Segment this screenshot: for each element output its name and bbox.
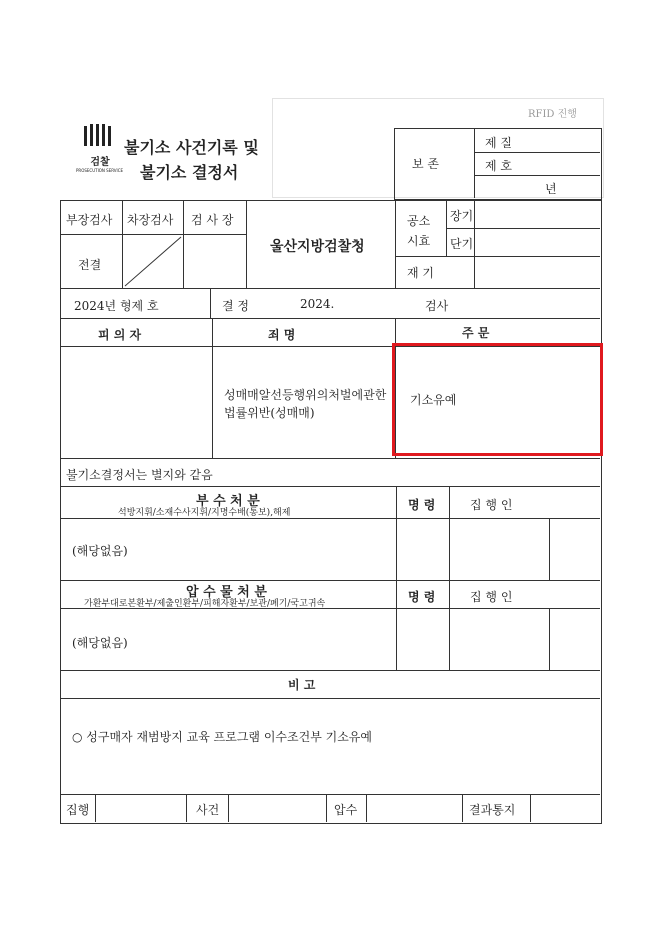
preservation-label: 보 존 xyxy=(412,157,439,171)
diagonal-strike xyxy=(123,235,183,288)
charge-header: 죄 명 xyxy=(268,328,296,342)
approval-col-chief: 검 사 장 xyxy=(191,213,234,227)
attached-exec-header: 집 행 인 xyxy=(470,498,513,512)
prosecution-logo-icon xyxy=(76,124,124,173)
logo-text: 검찰 xyxy=(90,157,110,168)
document-title-line1: 불기소 사건기록 및 xyxy=(124,138,259,157)
logo-subtext: PROSECUTION SERVICE xyxy=(76,168,124,173)
decision-label: 결 정 xyxy=(222,299,249,313)
approval-col-director: 부장검사 xyxy=(66,213,113,227)
reopen-label: 재 기 xyxy=(407,266,434,280)
attached-content: (해당없음) xyxy=(72,544,128,558)
attached-order-header: 명 령 xyxy=(408,498,436,512)
seized-content: (해당없음) xyxy=(72,636,128,650)
footer-seize: 압수 xyxy=(334,803,358,817)
rfid-label: RFID 진행 xyxy=(528,109,577,120)
office-name: 울산지방검찰청 xyxy=(270,239,365,255)
preservation-row-2: 제 호 xyxy=(485,159,512,173)
suspect-header: 피 의 자 xyxy=(98,328,142,342)
disposition-value: 기소유예 xyxy=(410,393,457,407)
statement-text: 불기소결정서는 별지와 같음 xyxy=(66,468,213,482)
remarks-header: 비 고 xyxy=(288,678,316,692)
footer-exec: 집행 xyxy=(66,803,90,817)
footer-result: 결과통지 xyxy=(469,803,516,817)
jeongyeol-label: 전결 xyxy=(78,258,102,272)
attached-title: 부 수 처 분 xyxy=(196,494,260,509)
prosecutor-label: 검사 xyxy=(425,299,449,313)
document-title-line2: 불기소 결정서 xyxy=(140,163,239,182)
preservation-row-3: 년 xyxy=(545,182,557,196)
long-term-label: 장기 xyxy=(450,209,474,223)
seized-order-header: 명 령 xyxy=(408,590,436,604)
disposition-highlight-box xyxy=(392,343,603,456)
case-number: 2024년 형제 호 xyxy=(74,299,159,313)
attached-subtitle: 석방지휘/소재수사지휘/지명수배(통보),해제 xyxy=(118,508,291,518)
charge-line-1: 성매매알선등행위의처벌에관한 xyxy=(224,388,387,402)
decision-date: 2024. xyxy=(300,297,335,311)
remarks-text: ○ 성구매자 재범방지 교육 프로그램 이수조건부 기소유예 xyxy=(72,730,372,744)
short-term-label: 단기 xyxy=(450,237,474,251)
seized-title: 압 수 물 처 분 xyxy=(186,585,267,600)
prescription-label: 공소 시효 xyxy=(407,214,431,248)
footer-case: 사건 xyxy=(196,803,220,817)
disposition-header: 주 문 xyxy=(462,326,490,340)
approval-col-deputy: 차장검사 xyxy=(127,213,174,227)
charge-line-2: 법률위반(성매매) xyxy=(224,406,315,420)
preservation-row-1: 제 질 xyxy=(485,136,512,150)
seized-exec-header: 집 행 인 xyxy=(470,590,513,604)
seized-subtitle: 가환부대로본환부/제출인환부/피해자환부/보관/폐기/국고귀속 xyxy=(84,599,326,609)
